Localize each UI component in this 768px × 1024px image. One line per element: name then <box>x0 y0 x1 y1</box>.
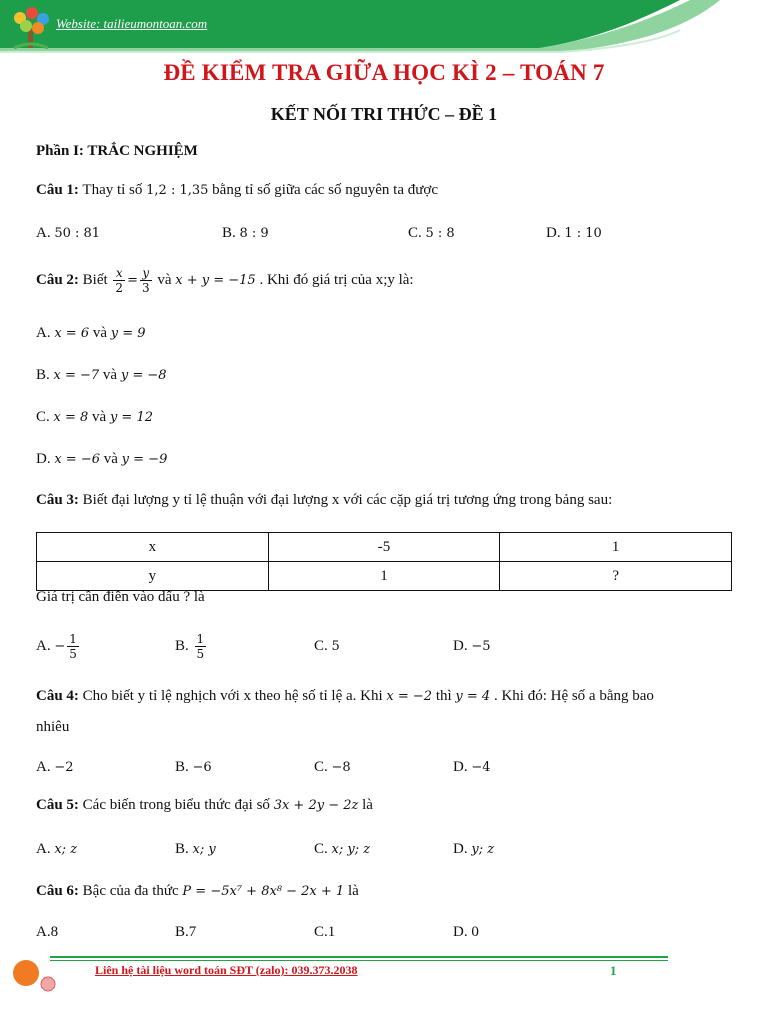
option-d: D. y; z <box>453 841 495 857</box>
value-table <box>36 532 732 591</box>
table-row <box>37 533 732 562</box>
option-a: A. − $\frac{1}{5}$ <box>36 632 77 661</box>
option-a: A. −2 <box>36 759 74 775</box>
question-4: Câu 4: Cho biết y tỉ lệ nghịch với x theo hệ số tỉ lệ a. Khi x = −2 thì y = 4 . Khi đó: Hệ số a bằng bao <box>36 688 654 704</box>
footer-bubbles-icon <box>4 956 64 996</box>
option-a: A. x; z <box>36 841 78 857</box>
option-a: A.8 <box>36 924 59 940</box>
question-text-continued: nhiêu <box>36 719 70 735</box>
question-6: Câu 6: Bậc của đa thức P = −5x⁷ + 8x⁸ − 2x + 1 là <box>36 883 359 899</box>
table-cell: ? <box>500 562 732 591</box>
page-subtitle: KẾT NỐI TRI THỨC – ĐỀ 1 <box>270 104 498 124</box>
question-text: Biết <box>78 271 112 288</box>
table-cell: 1 <box>268 562 500 591</box>
fraction-y-over-3: $\frac{y}{3}$ <box>141 266 150 295</box>
option-b: B. 8 : 9 <box>222 225 269 241</box>
option-c: C. x = 8 và y = 12 <box>36 409 153 425</box>
question-1 <box>36 182 438 199</box>
option-c: C. −8 <box>314 759 351 775</box>
option-d: D. x = −6 và y = −9 <box>36 451 168 467</box>
question-label: Câu 3: <box>36 492 79 508</box>
page-number: 1 <box>610 963 617 978</box>
option-c: C. x; y; z <box>314 841 371 857</box>
question-text: Thay tỉ số <box>78 182 147 198</box>
fraction: $\frac{1}{5}$ <box>196 632 205 661</box>
option-a: A. 50 : 81 <box>36 225 101 241</box>
question-text: Biết đại lượng y tỉ lệ thuận với đại lượng x với các cặp giá trị tương ứng trong bảng sau: <box>78 492 613 508</box>
question-label: Câu 6: <box>36 883 79 899</box>
option-b: B. −6 <box>175 759 212 775</box>
question-label: Câu 2: <box>36 271 79 288</box>
question-label: Câu 4: <box>36 688 79 704</box>
option-b: B. x; y <box>175 841 216 857</box>
website-link[interactable]: Website: tailieumontoan.com <box>56 16 208 31</box>
option-c: C. 5 <box>314 638 340 654</box>
section-heading: Phần I: TRẮC NGHIỆM <box>36 143 198 159</box>
option-d: D. 0 <box>453 924 479 940</box>
question-followup: Giá trị cần điền vào dấu ? là <box>36 589 205 605</box>
header-banner <box>0 0 768 60</box>
fraction: $\frac{1}{5}$ <box>69 632 77 661</box>
question-label: Câu 5: <box>36 797 79 813</box>
option-c: C.1 <box>314 924 336 940</box>
option-d: D. −4 <box>453 759 491 775</box>
footer-divider <box>50 956 668 958</box>
fraction-x-over-2: $\frac{x}{2}$ <box>115 266 124 295</box>
option-b: B. x = −7 và y = −8 <box>36 367 167 383</box>
table-cell: y <box>37 562 269 591</box>
question-5: Câu 5: Các biến trong biểu thức đại số 3x + 2y − 2z là <box>36 797 373 813</box>
logo-tree-icon <box>6 4 56 54</box>
option-c: C. 5 : 8 <box>408 225 455 241</box>
math-expression: 1,2 : 1,35 <box>146 183 209 198</box>
table-cell: 1 <box>500 533 732 562</box>
option-a: A. x = 6 và y = 9 <box>36 325 146 341</box>
table-cell: x <box>37 533 269 562</box>
table-row <box>37 562 732 591</box>
option-d: D. −5 <box>453 638 491 654</box>
math-expression: x + y = −15 <box>175 272 256 288</box>
option-b: B.7 <box>175 924 197 940</box>
page-title: ĐỀ KIỂM TRA GIỮA HỌC KÌ 2 – TOÁN 7 <box>163 60 605 85</box>
table-cell: -5 <box>268 533 500 562</box>
question-text: bằng tỉ số giữa các số nguyên ta được <box>208 182 438 198</box>
question-3 <box>36 492 612 509</box>
option-b: B. $\frac{1}{5}$ <box>175 632 205 661</box>
footer-divider <box>50 960 668 961</box>
question-label: Câu 1: <box>36 182 79 198</box>
option-d: D. 1 : 10 <box>546 225 602 241</box>
question-2: Câu 2: Biết $\frac{x}{2}$ = $\frac{y}{3}$ và x + y = −15 . Khi đó giá trị của x;y là: <box>36 266 414 295</box>
footer-contact[interactable]: Liên hệ tài liệu word toán SĐT (zalo): 039.373.2038 <box>95 963 358 977</box>
